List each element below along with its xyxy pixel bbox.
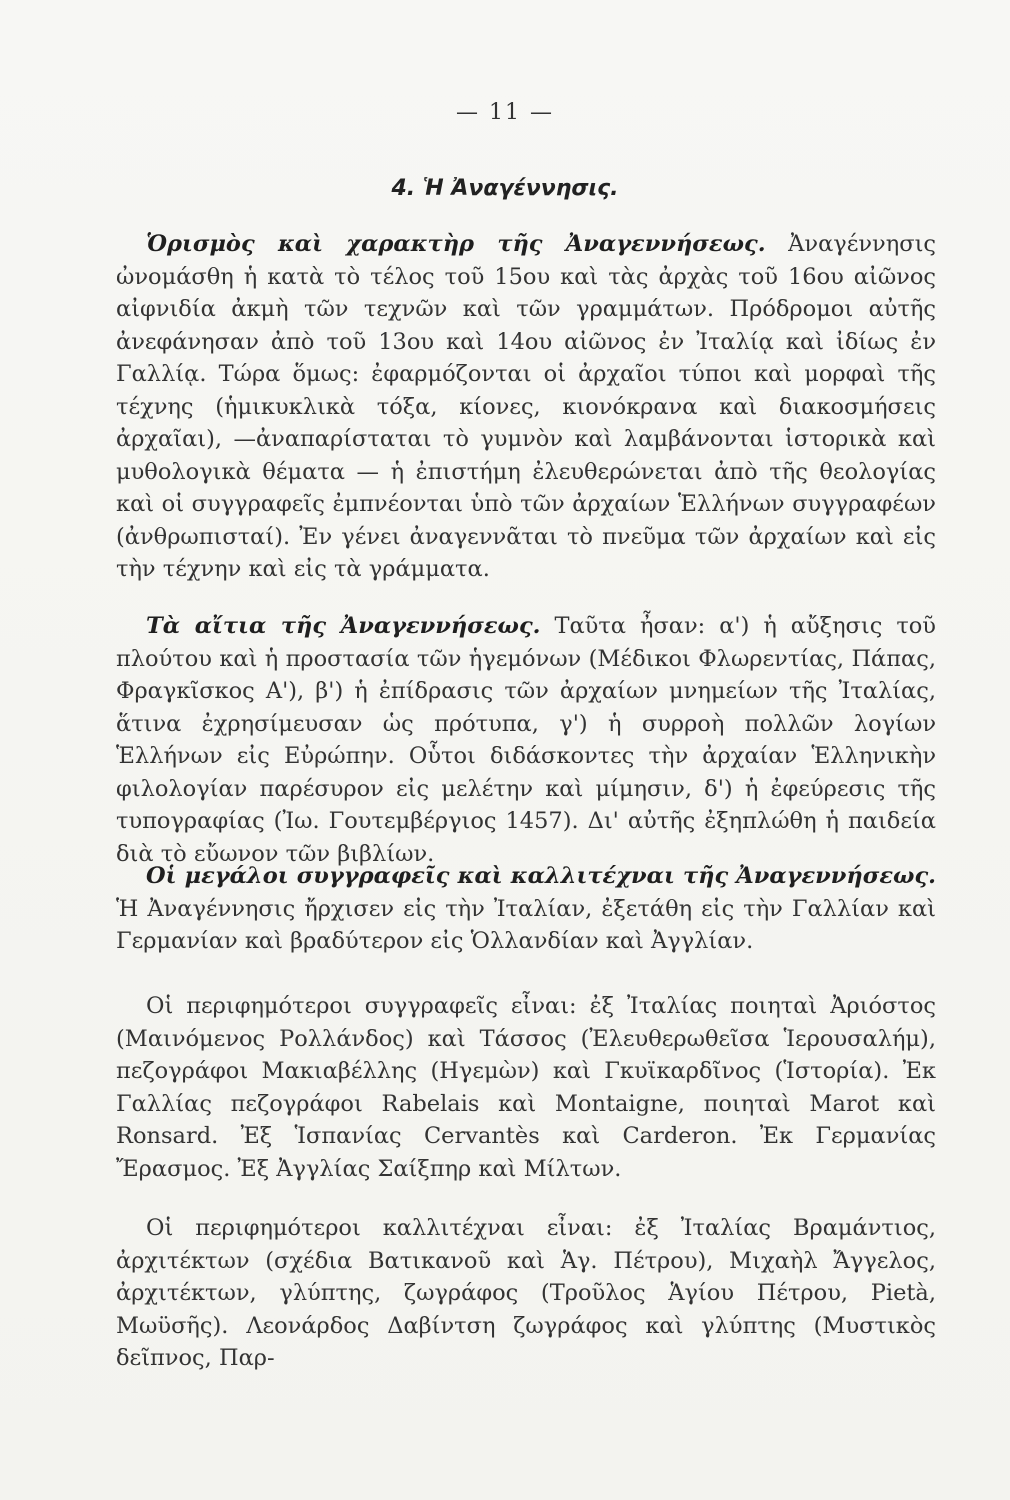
paragraph-definition-body: Ἀναγέννησις ὠνομάσθη ἡ κατὰ τὸ τέλος τοῦ 15ου καὶ τὰς ἀρχὰς τοῦ 16ου αἰῶνος αἰφνιδία ἀκμὴ τῶν τεχνῶν καὶ τῶν γραμμάτων. Πρόδρομοι αὐτῆς ἀνεφάνησαν ἀπὸ τοῦ 13ου καὶ 14ου αἰῶνος ἐν Ἰταλίᾳ καὶ ἰδίως ἐν Γαλλίᾳ. Τώρα ὅμως: ἐφαρμόζονται οἱ ἀρχαῖοι τύποι καὶ μορφαὶ τῆς τέχνης (ἡμικυκλικὰ τόξα, κίονες, κιονόκρανα καὶ διακοσμήσεις ἀρχαῖαι), —ἀναπαρίσταται τὸ γυμνὸν καὶ λαμβάνονται ἱστορικὰ καὶ μυθολογικὰ θέματα — ἡ ἐπιστήμη ἐλευθερώνεται ἀπὸ τῆς θεολογίας καὶ οἱ συγγραφεῖς ἐμπνέονται ὑπὸ τῶν ἀρχαίων Ἑλλήνων συγγραφέων (ἀνθρωπισταί). Ἐν γένει ἀναγεννᾶται τὸ πνεῦμα τῶν ἀρχαίων καὶ εἰς τὴν τέχνην καὶ εἰς τὰ γράμματα. [116, 231, 936, 582]
page-number: — 11 — [456, 100, 554, 125]
paragraph-causes-body: Ταῦτα ἦσαν: α') ἡ αὔξησις τοῦ πλούτου καὶ ἡ προστασία τῶν ἡγεμόνων (Μέδικοι Φλωρεντίας, Πάπας, Φραγκῖσκος Α'), β') ἡ ἐπίδρασις τῶν ἀρχαίων μνημείων τῆς Ἰταλίας, ἅτινα ἐχρησίμευσαν ὡς πρότυπα, γ') ἡ συρροὴ πολλῶν λογίων Ἑλλήνων εἰς Εὐρώπην. Οὗτοι διδάσκοντες τὴν ἀρχαίαν Ἑλληνικὴν φιλολογίαν παρέσυρον εἰς μελέτην καὶ μίμησιν, δ') ἡ ἐφεύρεσις τῆς τυπογραφίας (Ἰω. Γουτεμβέργιος 1457). Δι' αὐτῆς ἐξηπλώθη ἡ παιδεία διὰ τὸ εὔωνον τῶν βιβλίων. [116, 613, 936, 867]
paragraph-authors [116, 860, 936, 958]
paragraph-definition [116, 228, 936, 586]
paragraph-artists-body: Οἱ περιφημότεροι καλλιτέχναι εἶναι: ἐξ Ἰταλίας Βραμάντιος, ἀρχιτέκτων (σχέδια Βατικανοῦ καὶ Ἁγ. Πέτρου), Μιχαὴλ Ἄγγελος, ἀρχιτέκτων, γλύπτης, ζωγράφος (Τροῦλος Ἁγίου Πέτρου, Pietà, Μωϋσῆς). Λεονάρδος Δαβίντση ζωγράφος καὶ γλύπτης (Μυστικὸς δεῖπνος, Παρ- [116, 1215, 936, 1371]
paragraph-authors-body: Ἡ Ἀναγέννησις ἤρχισεν εἰς τὴν Ἰταλίαν, ἐξετάθη εἰς τὴν Γαλλίαν καὶ Γερμανίαν καὶ βραδύτερον εἰς Ὁλλανδίαν καὶ Ἀγγλίαν. [116, 895, 936, 954]
paragraph-causes [116, 610, 936, 870]
paragraph-authors-title: Οἱ μεγάλοι συγγραφεῖς καὶ καλλιτέχναι τῆς Ἀναγεννήσεως. [146, 863, 936, 889]
paragraph-causes-title: Τὰ αἴτια τῆς Ἀναγεννήσεως. [146, 613, 541, 639]
paragraph-definition-title: Ὁρισμὸς καὶ χαρακτὴρ τῆς Ἀναγεννήσεως. [146, 231, 766, 257]
section-heading: 4. Ἡ Ἀναγέννησις. [391, 176, 619, 201]
paragraph-writers-body: Οἱ περιφημότεροι συγγραφεῖς εἶναι: ἐξ Ἰταλίας ποιηταὶ Ἀριόστος (Μαινόμενος Ρολλάνδος) καὶ Τάσσος (Ἐλευθερωθεῖσα Ἱερουσαλήμ), πεζογράφοι Μακιαβέλλης (Ηγεμὼν) καὶ Γκυϊκαρδῖνος (Ἱστορία). Ἐκ Γαλλίας πεζογράφοι Rabelais καὶ Montaigne, ποιηταὶ Marot καὶ Ronsard. Ἐξ Ἱσπανίας Cervantès καὶ Carderon. Ἐκ Γερμανίας Ἔρασμος. Ἐξ Ἀγγλίας Σαίξπηρ καὶ Μίλτων. [116, 993, 936, 1182]
paragraph-writers [116, 990, 936, 1185]
paragraph-artists [116, 1212, 936, 1375]
